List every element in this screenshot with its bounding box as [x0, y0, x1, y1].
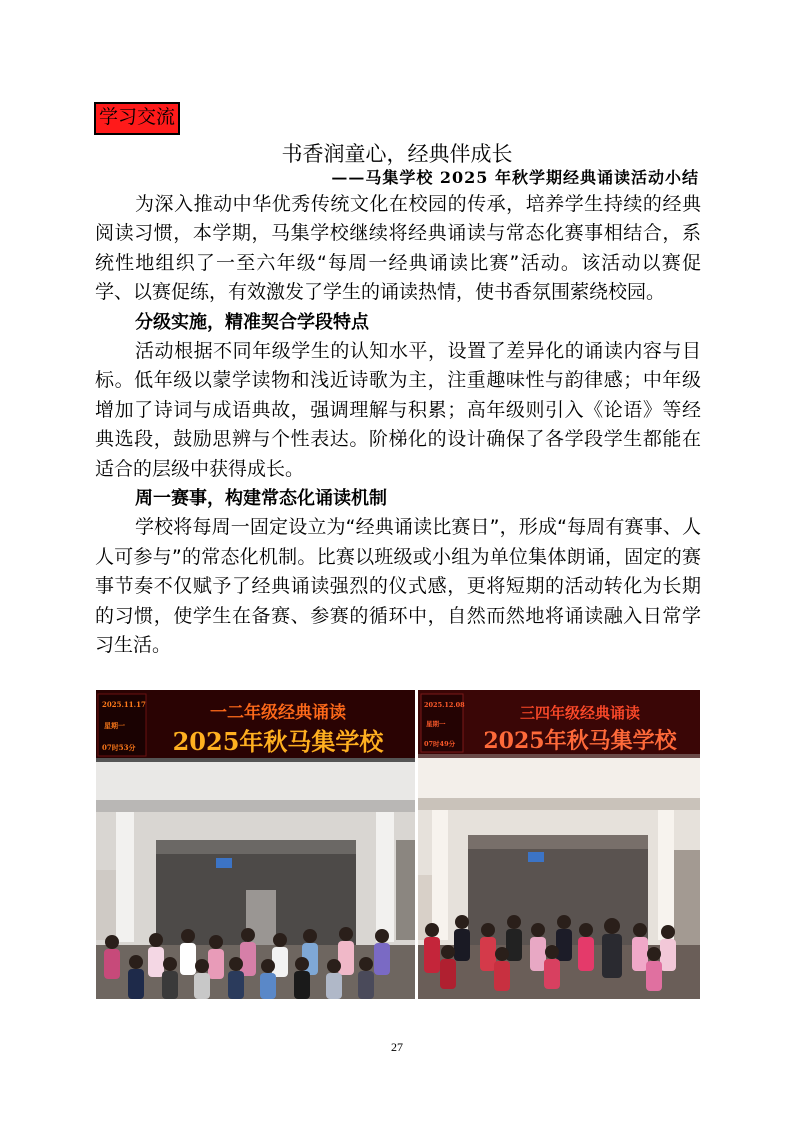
article-title: 书香润童心，经典伴成长 [281, 142, 513, 166]
led-weekday-right: 星期一 [426, 720, 446, 728]
led-date-left: 2025.11.17 [102, 700, 146, 709]
photo-grade-3-4 [418, 690, 700, 999]
photo-row [96, 690, 700, 999]
led-line1-right: 三四年级经典诵读 [519, 704, 641, 722]
article-subtitle: ——马集学校 2025 年秋学期经典诵读活动小结 [331, 168, 699, 187]
led-line2-left: 2025年秋马集学校 [172, 727, 384, 756]
led-line1-left: 一二年级经典诵读 [210, 703, 346, 723]
led-time-left: 07时53分 [102, 743, 136, 752]
led-line2-right: 2025年秋马集学校 [483, 728, 677, 754]
led-weekday-left: 星期一 [104, 721, 125, 730]
body-paragraph-2: 学校将每周一固定设立为“经典诵读比赛日”，形成“每周有赛事、人人可参与”的常态化机制。比赛以班级或小组为单位集体朗诵，固定的赛事节奏不仅赋予了经典诵读强烈的仪式感，更将短期的活动转化为长期的习惯，使学生在备赛、参赛的循环中，自然而然地将诵读融入日常学习生活。 [95, 516, 701, 657]
photo-grade-1-2-image [96, 690, 415, 999]
section-heading-1: 分级实施，精准契合学段特点 [135, 311, 369, 333]
page-number: 27 [391, 1040, 403, 1054]
body-paragraph-1: 活动根据不同年级学生的认知水平，设置了差异化的诵读内容与目标。低年级以蒙学读物和浅近诗歌为主，注重趣味性与韵律感；中年级增加了诗词与成语典故，强调理解与积累；高年级则引入《论语》等经典选段，鼓励思辨与个性表达。阶梯化的设计确保了各学段学生都能在适合的层级中获得成长。 [95, 340, 701, 480]
photo-grade-1-2 [96, 690, 415, 999]
photo-grade-3-4-image [418, 690, 700, 999]
led-time-right: 07时49分 [424, 740, 456, 748]
article-body [95, 190, 701, 661]
led-date-right: 2025.12.08 [424, 701, 465, 709]
intro-paragraph: 为深入推动中华优秀传统文化在校园的传承，培养学生持续的经典阅读习惯，本学期，马集学校继续将经典诵读与常态化赛事相结合，系统性地组织了一至六年级“每周一经典诵读比赛”活动。该活动以赛促学、以赛促练，有效激发了学生的诵读热情，使书香氛围萦绕校园。 [95, 193, 701, 304]
section-heading-2: 周一赛事，构建常态化诵读机制 [135, 488, 387, 510]
section-tag: 学习交流 [94, 102, 180, 135]
